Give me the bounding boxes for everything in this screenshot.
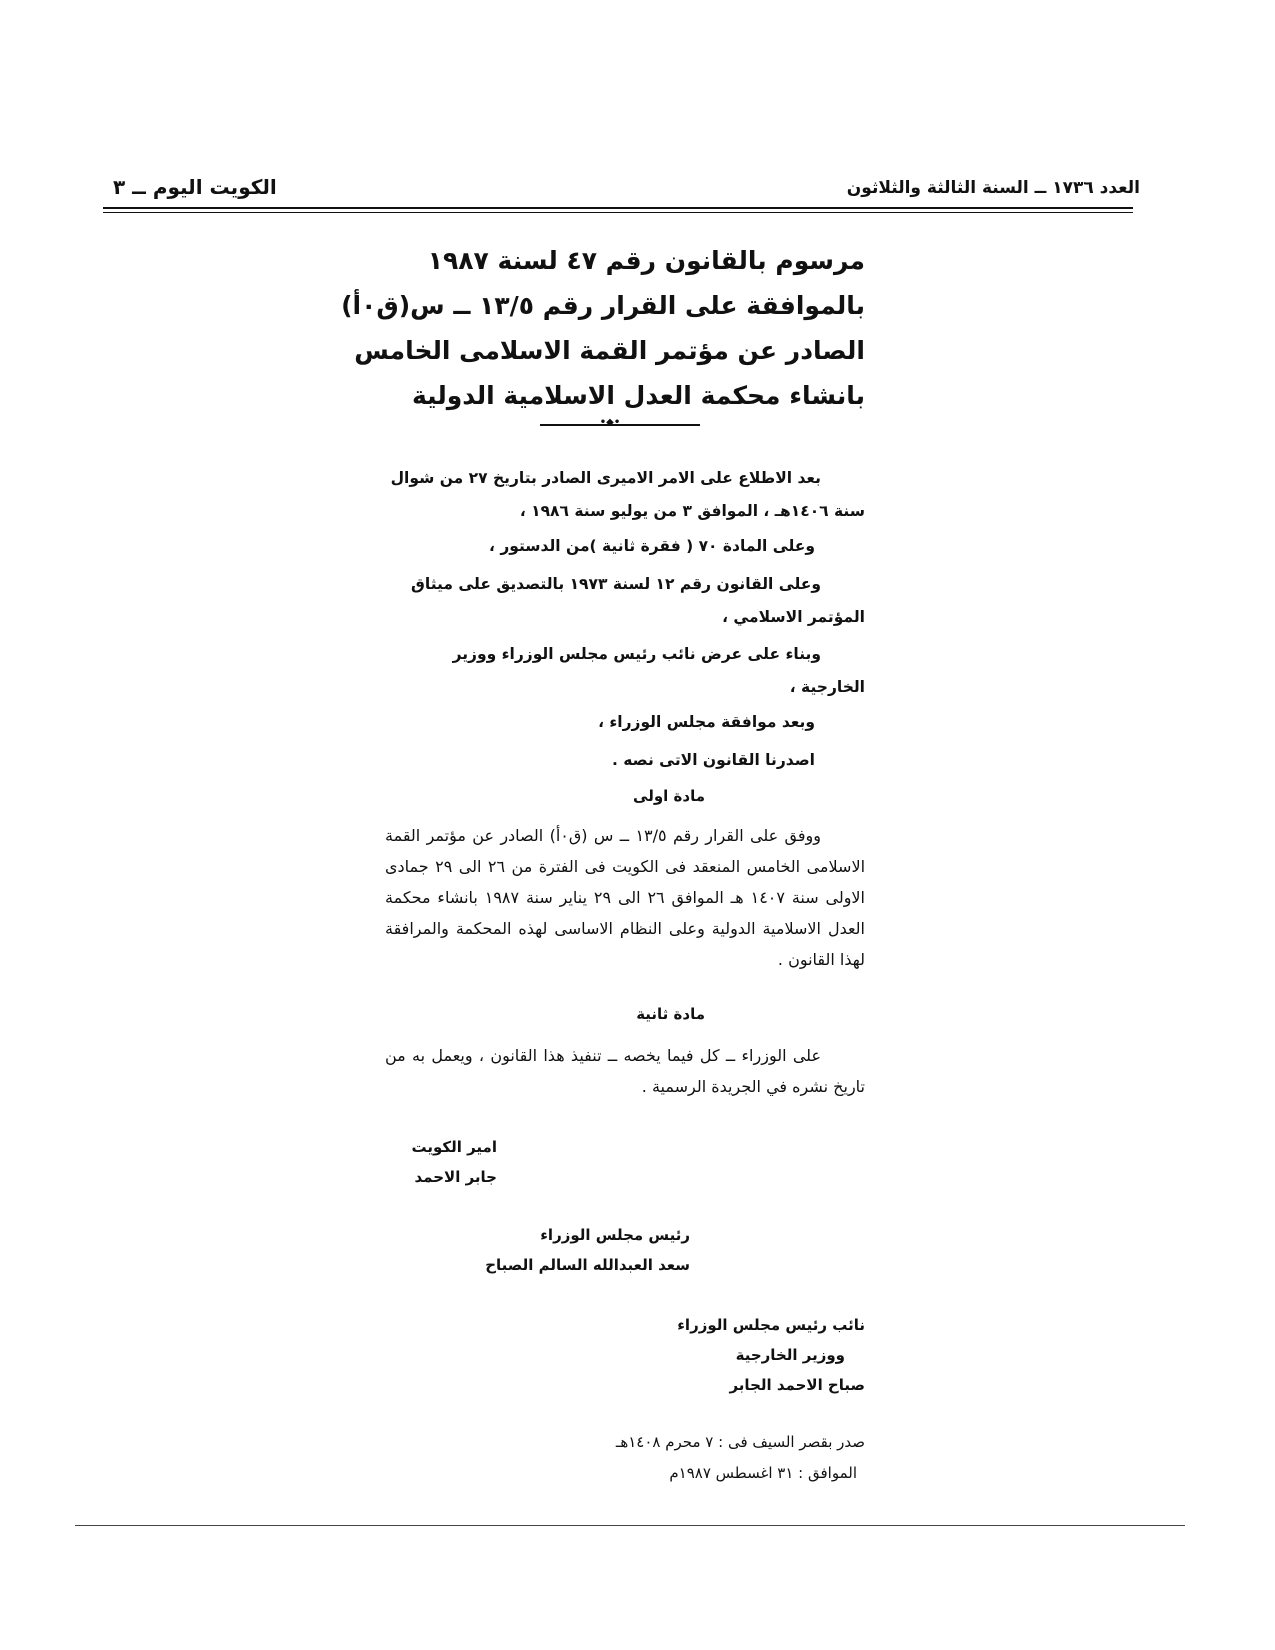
emir-title: امير الكويت — [411, 1138, 497, 1156]
deputy-name: صباح الاحمد الجابر — [729, 1376, 865, 1394]
emir-name: جابر الاحمد — [414, 1168, 497, 1186]
title-line-4: بانشاء محكمة العدل الاسلامية الدولية — [411, 381, 865, 410]
article-2-body: على الوزراء ــ كل فيما يخصه ــ تنفيذ هذا القانون ، ويعمل به من تاريخ نشره في الجريدة الرسمية . — [385, 1046, 865, 1096]
decree-title — [341, 238, 865, 418]
issue-date-gregorian: الموافق : ٣١ اغسطس ١٩٨٧م — [669, 1464, 857, 1482]
article-1-text — [385, 820, 865, 975]
header-rule — [103, 207, 1133, 209]
title-line-1: مرسوم بالقانون رقم ٤٧ لسنة ١٩٨٧ — [427, 246, 865, 275]
signature-deputy-pm — [677, 1310, 865, 1400]
preamble-paragraph — [385, 462, 865, 528]
deputy-title-2: ووزير الخارجية — [735, 1346, 845, 1364]
preamble-paragraph: وعلى المادة ٧٠ ( فقرة ثانية )من الدستور ، — [489, 537, 815, 555]
article-1-heading: مادة اولى — [633, 787, 705, 805]
article-2-heading: مادة ثانية — [636, 1005, 705, 1023]
preamble-text-1: بعد الاطلاع على الامر الاميرى الصادر بتاريخ ٢٧ من شوال سنة ١٤٠٦هـ ، الموافق ٣ من يوليو سنة ١٩٨٦ ، — [390, 469, 865, 520]
preamble-paragraph: وبعد موافقة مجلس الوزراء ، — [598, 713, 815, 731]
preamble-paragraph: اصدرنا القانون الاتى نصه . — [611, 751, 815, 769]
issue-date-hijri: صدر بقصر السيف فى : ٧ محرم ١٤٠٨هـ — [615, 1433, 865, 1451]
title-line-2: بالموافقة على القرار رقم ١٣/٥ ــ س(ق٠أ) — [341, 291, 865, 320]
signature-prime-minister — [485, 1220, 690, 1280]
preamble-text-4: وبناء على عرض نائب رئيس مجلس الوزراء ووزير الخارجية ، — [452, 645, 865, 696]
preamble-paragraph — [385, 568, 865, 634]
issue-date — [616, 1427, 865, 1489]
pm-name: سعد العبدالله السالم الصباح — [485, 1256, 690, 1274]
deputy-title-1: نائب رئيس مجلس الوزراء — [677, 1316, 865, 1334]
divider-ornament-icon: •◆• — [599, 417, 621, 428]
signature-emir — [411, 1132, 497, 1192]
title-line-3: الصادر عن مؤتمر القمة الاسلامى الخامس — [354, 336, 865, 365]
pm-title: رئيس مجلس الوزراء — [540, 1226, 690, 1244]
header-rule-thin — [103, 212, 1133, 213]
article-2-text — [385, 1040, 865, 1102]
preamble-paragraph — [385, 638, 865, 704]
page-reference: الكويت اليوم ــ ٣ — [113, 175, 277, 199]
preamble-text-3: وعلى القانون رقم ١٢ لسنة ١٩٧٣ بالتصديق على ميثاق المؤتمر الاسلامي ، — [411, 575, 865, 626]
footer-rule — [75, 1525, 1185, 1526]
issue-number: العدد ١٧٣٦ ــ السنة الثالثة والثلاثون — [846, 178, 1140, 198]
article-1-body: ووفق على القرار رقم ١٣/٥ ــ س (ق٠أ) الصادر عن مؤتمر القمة الاسلامى الخامس المنعقد فى الكويت فى الفترة من ٢٦ الى ٢٩ جمادى الاولى سنة ١٤٠٧ هـ الموافق ٢٦ الى ٢٩ يناير سنة ١٩٨٧ بانشاء محكمة العدل الاسلامية الدولية وعلى النظام الاساسى لهذه المحكمة والمرافقة لهذا القانون . — [385, 826, 866, 969]
